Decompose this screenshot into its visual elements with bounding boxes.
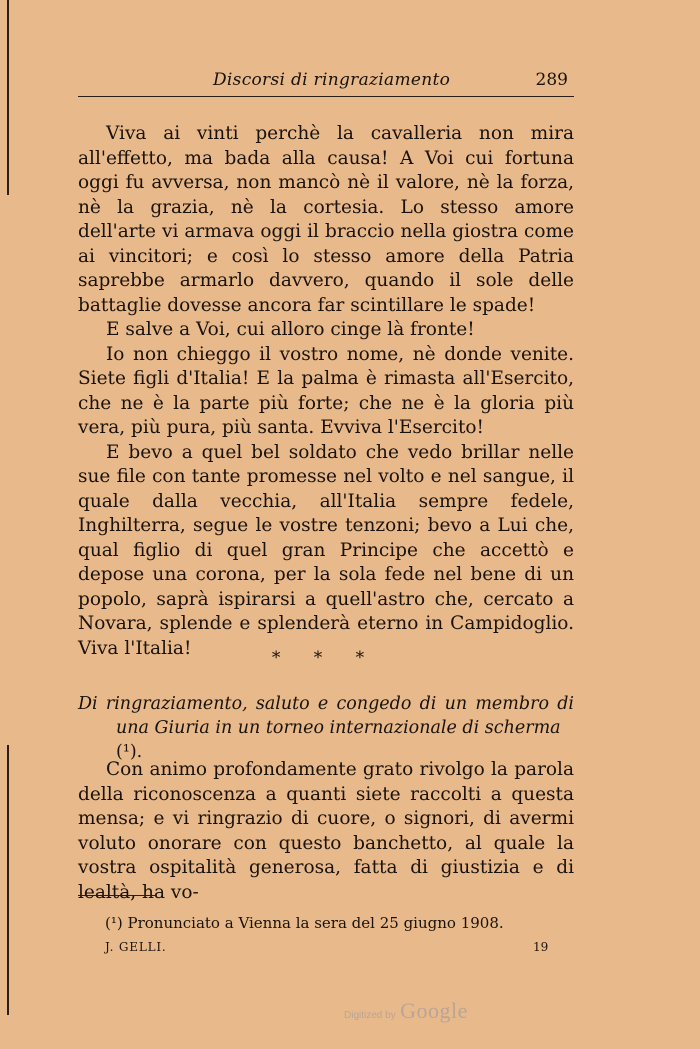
section-title-line-1: Di ringraziamento, saluto e congedo di un membro di (78, 694, 574, 714)
section-separator: * * * (271, 648, 379, 668)
footnote-divider (78, 895, 156, 896)
paragraph: Io non chieggo il vostro nome, nè donde venite. Siete figli d'Italia! E la palma è rimasta all'Esercito, che ne è la parte più forte; che ne è la gloria più vera, più pura, più santa. Evviva l'Esercito! (78, 343, 574, 438)
page-number: 289 (535, 70, 568, 90)
footnote-reference: (¹). (116, 742, 143, 762)
page-header (78, 66, 574, 97)
scan-edge-line (7, 745, 9, 1015)
running-title: Discorsi di ringraziamento (213, 70, 451, 90)
footnote: (¹) Pronunciato a Vienna la sera del 25 giugno 1908. (105, 914, 504, 932)
section-title-line-2 (78, 716, 574, 764)
google-logo: Google (400, 998, 468, 1023)
speech-text-2 (78, 758, 574, 905)
paragraph: E salve a Voi, cui alloro cinge là fronte! (106, 319, 475, 340)
sheet-mark: 19 (533, 940, 549, 954)
paragraph: Con animo profondamente grato rivolgo la parola della riconoscenza a quanti siete raccolti a questa mensa; e vi ringrazio di cuore, o signori, di avermi voluto onorare con questo banchetto, al quale la vostra ospitalità generosa, fatta di giustizia e di lealtà, ha vo- (78, 759, 574, 903)
section-title (78, 692, 574, 764)
scan-edge-line (7, 0, 9, 195)
watermark-prefix: Digitized by (344, 1010, 396, 1021)
speech-text-1 (78, 122, 574, 661)
digitization-watermark (344, 998, 468, 1024)
section-title-text: una Giuria in un torneo internazionale di scherma (116, 718, 561, 738)
printer-signature: J. GELLI. (105, 940, 167, 954)
paragraph: E bevo a quel bel soldato che vedo brillar nelle sue file con tante promesse nel volto e nel sangue, il quale dalla vecchia, all'Italia sempre fedele, Inghilterra, segue le vostre tenzoni; bevo a Lui che, qual figlio di quel gran Principe che accettò e depose una corona, per la sola fede nel bene di un popolo, saprà ispirarsi a quell'astro che, cercato a Novara, splende e splenderà eterno in Campidoglio. Viva l'Italia! (78, 441, 574, 659)
paragraph: Viva ai vinti perchè la cavalleria non mira all'effetto, ma bada alla causa! A Voi cui fortuna oggi fu avversa, non mancò nè il valore, nè la forza, nè la grazia, nè la cortesia. Lo stesso amore dell'arte vi armava oggi il braccio nella giostra come ai vincitori; e così lo stesso amore della Patria saprebbe armarlo davvero, quando il sole delle battaglie dovesse ancora far scintillare le spade! (78, 123, 574, 316)
